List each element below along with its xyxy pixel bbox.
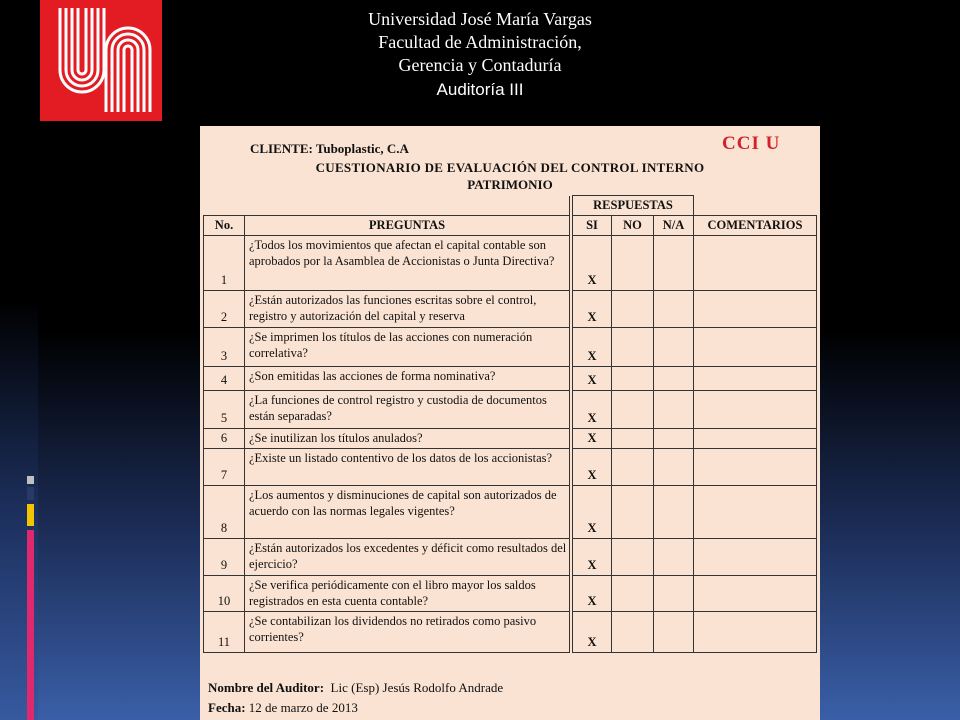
row-comment — [694, 367, 817, 391]
table-row — [204, 429, 817, 449]
table-row — [204, 391, 817, 429]
row-answer-na — [654, 612, 694, 653]
document-code: CCI U — [722, 133, 781, 154]
university-name: Universidad José María Vargas — [368, 9, 592, 29]
row-question: ¿Existe un listado contentivo de los datos de los accionistas? — [245, 449, 570, 486]
date-line — [208, 700, 358, 716]
row-comment — [694, 429, 817, 449]
table-row — [204, 328, 817, 367]
row-answer-si: X — [573, 429, 612, 449]
row-answer-na — [654, 328, 694, 367]
slide-header — [300, 8, 660, 101]
questionnaire-table — [203, 195, 817, 653]
accent-bar-pink — [27, 530, 34, 720]
date-label: Fecha: — [208, 700, 246, 715]
row-answer-no — [612, 236, 654, 291]
document-title: CUESTIONARIO DE EVALUACIÓN DEL CONTROL INTERNO — [315, 160, 705, 175]
auditor-name: Lic (Esp) Jesús Rodolfo Andrade — [330, 680, 504, 695]
row-comment — [694, 486, 817, 539]
col-questions: PREGUNTAS — [245, 216, 570, 236]
header-blank-right — [694, 196, 817, 216]
row-answer-si: X — [573, 391, 612, 429]
row-answer-na — [654, 576, 694, 612]
questionnaire-document — [200, 126, 820, 720]
row-question: ¿Están autorizados las funciones escritas sobre el control, registro y autorización del capital y reserva — [245, 291, 570, 328]
university-logo-icon — [40, 0, 162, 121]
accent-bar-gray — [27, 476, 34, 484]
row-answer-no — [612, 612, 654, 653]
row-answer-na — [654, 391, 694, 429]
row-answer-no — [612, 328, 654, 367]
client-label: CLIENTE: Tuboplastic, C.A — [250, 141, 409, 156]
table-row — [204, 576, 817, 612]
row-question: ¿La funciones de control registro y custodia de documentos están separadas? — [245, 391, 570, 429]
row-number: 5 — [204, 391, 245, 429]
table-row — [204, 291, 817, 328]
col-na: N/A — [654, 216, 694, 236]
row-answer-na — [654, 291, 694, 328]
table-row — [204, 539, 817, 576]
row-question: ¿Están autorizados los excedentes y déficit como resultados del ejercicio? — [245, 539, 570, 576]
accent-bar-yellow — [27, 504, 34, 526]
auditor-label: Nombre del Auditor: — [208, 680, 325, 695]
row-answer-na — [654, 429, 694, 449]
row-question: ¿Se inutilizan los títulos anulados? — [245, 429, 570, 449]
accent-bar-navy — [27, 487, 34, 500]
table-row — [204, 236, 817, 291]
row-number: 4 — [204, 367, 245, 391]
row-question: ¿Son emitidas las acciones de forma nominativa? — [245, 367, 570, 391]
row-answer-na — [654, 367, 694, 391]
row-comment — [694, 576, 817, 612]
row-number: 8 — [204, 486, 245, 539]
row-answer-si: X — [573, 449, 612, 486]
row-answer-si: X — [573, 236, 612, 291]
row-question: ¿Todos los movimientos que afectan el capital contable son aprobados por la Asamblea de Accionistas o Junta Directiva? — [245, 236, 570, 291]
row-answer-no — [612, 449, 654, 486]
col-no: NO — [612, 216, 654, 236]
row-comment — [694, 612, 817, 653]
row-question: ¿Se contabilizan los dividendos no retirados como pasivo corrientes? — [245, 612, 570, 653]
row-number: 11 — [204, 612, 245, 653]
row-question: ¿Se verifica periódicamente con el libro mayor los saldos registrados en esta cuenta contable? — [245, 576, 570, 612]
row-comment — [694, 391, 817, 429]
table-row — [204, 612, 817, 653]
row-answer-no — [612, 576, 654, 612]
row-answer-na — [654, 539, 694, 576]
row-comment — [694, 291, 817, 328]
row-number: 6 — [204, 429, 245, 449]
header-blank — [204, 196, 570, 216]
row-answer-si: X — [573, 328, 612, 367]
row-answer-no — [612, 486, 654, 539]
date-value: 12 de marzo de 2013 — [248, 700, 358, 715]
row-answer-no — [612, 391, 654, 429]
row-question: ¿Se imprimen los títulos de las acciones con numeración correlativa? — [245, 328, 570, 367]
table-row — [204, 486, 817, 539]
table-row — [204, 367, 817, 391]
col-number: No. — [204, 216, 245, 236]
row-question: ¿Los aumentos y disminuciones de capital son autorizados de acuerdo con las normas legales vigentes? — [245, 486, 570, 539]
col-comments: COMENTARIOS — [694, 216, 817, 236]
row-number: 7 — [204, 449, 245, 486]
row-number: 1 — [204, 236, 245, 291]
row-answer-no — [612, 429, 654, 449]
row-number: 10 — [204, 576, 245, 612]
faculty-name-cont: Gerencia y Contaduría — [398, 55, 562, 75]
row-comment — [694, 328, 817, 367]
row-number: 3 — [204, 328, 245, 367]
row-answer-si: X — [573, 486, 612, 539]
row-answer-na — [654, 449, 694, 486]
row-comment — [694, 539, 817, 576]
faculty-name: Facultad de Administración, — [378, 32, 582, 52]
col-si: SI — [573, 216, 612, 236]
row-answer-no — [612, 291, 654, 328]
row-answer-si: X — [573, 612, 612, 653]
row-answer-no — [612, 367, 654, 391]
document-subtitle: PATRIMONIO — [467, 177, 553, 192]
university-logo — [40, 0, 162, 121]
questionnaire-body — [204, 236, 817, 653]
row-number: 2 — [204, 291, 245, 328]
row-answer-na — [654, 486, 694, 539]
row-answer-si: X — [573, 539, 612, 576]
row-answer-si: X — [573, 367, 612, 391]
row-answer-na — [654, 236, 694, 291]
auditor-line — [208, 680, 503, 696]
table-row — [204, 449, 817, 486]
course-name: Auditoría III — [436, 80, 524, 99]
row-comment — [694, 449, 817, 486]
row-answer-si: X — [573, 576, 612, 612]
responses-header: RESPUESTAS — [573, 196, 694, 216]
row-comment — [694, 236, 817, 291]
row-answer-si: X — [573, 291, 612, 328]
row-answer-no — [612, 539, 654, 576]
row-number: 9 — [204, 539, 245, 576]
